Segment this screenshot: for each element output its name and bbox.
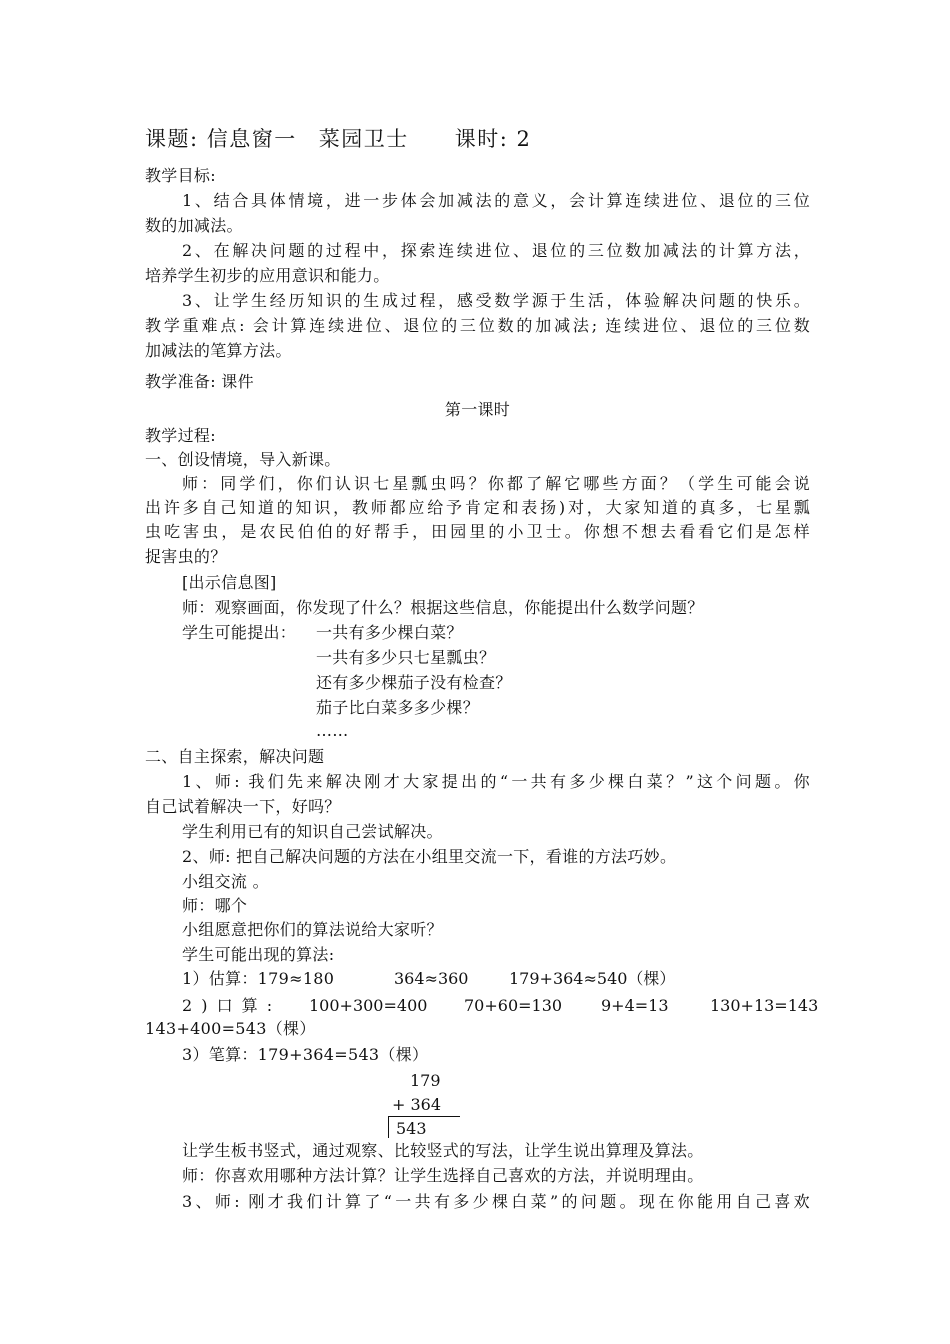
mental-label: 2 ) 口 算 :	[182, 996, 275, 1015]
part1-teacher-line-1: 师：同学们，你们认识七星瓢虫吗？你都了解它哪些方面？（学生可能会说	[182, 474, 810, 493]
question-ellipsis: ……	[316, 721, 349, 740]
key-points-line-1: 教学重难点: 会计算连续进位、退位的三位数的加减法; 连续进位、退位的三位数	[145, 316, 810, 335]
written-top-number: 179	[410, 1071, 441, 1090]
mental-b: 70+60=130	[464, 996, 563, 1015]
group-share: 小组愿意把你们的算法说给大家听？	[182, 920, 443, 939]
step2: 2、师: 把自己解决问题的方法在小组里交流一下，看谁的方法巧妙。	[182, 847, 677, 866]
objective-2-line-2: 培养学生初步的应用意识和能力。	[145, 266, 390, 285]
period-label: 课时: 2	[454, 127, 532, 151]
mental-c: 9+4=13	[601, 996, 669, 1015]
sum-bar	[388, 1116, 389, 1138]
teacher-prefer: 师：你喜欢用哪种方法计算？让学生选择自己喜欢的方法，并说明理由。	[182, 1166, 704, 1185]
written-plus-number: + 364	[392, 1095, 442, 1114]
show-info-note: [出示信息图]	[182, 573, 277, 592]
objective-1-line-1: 1、结合具体情境，进一步体会加减法的意义，会计算连续进位、退位的三位	[182, 191, 810, 210]
mental-cont: 143+400=543（棵）	[145, 1019, 316, 1038]
estimate-a: 364≈360	[394, 969, 469, 988]
group-exchange: 小组交流 。	[182, 872, 269, 891]
written-label: 3）笔算：179+364=543（棵）	[182, 1045, 429, 1064]
step1-line-1: 1、师: 我们先来解决刚才大家提出的“一共有多少棵白菜？”这个问题。你	[182, 772, 810, 791]
part2-heading: 二、自主探索，解决问题	[145, 747, 325, 766]
step1-line-2: 自己试着解决一下，好吗？	[145, 797, 341, 816]
estimate-label: 1）估算：179≈180	[182, 969, 335, 988]
part1-teacher-line-2: 出许多自己知道的知识，教师都应给予肯定和表扬)对，大家知道的真多，七星瓢	[145, 498, 810, 517]
part1-heading: 一、创设情境，导入新课。	[145, 450, 341, 469]
objectives-heading: 教学目标:	[145, 166, 216, 185]
objective-1-line-2: 数的加减法。	[145, 216, 243, 235]
step3: 3、师: 刚才我们计算了“一共有多少棵白菜”的问题。现在你能用自己喜欢	[182, 1192, 810, 1211]
question-item: 还有多少棵茄子没有检查？	[316, 673, 512, 692]
lesson-name: 菜园卫士	[318, 127, 409, 151]
teacher-which: 师：哪个	[182, 896, 248, 915]
mental-a: 100+300=400	[309, 996, 428, 1015]
process-heading: 教学过程:	[145, 426, 216, 445]
lesson-label: 课题: 信息窗一	[145, 127, 297, 151]
objective-2-line-1: 2、在解决问题的过程中，探索连续进位、退位的三位数加减法的计算方法，	[182, 241, 810, 260]
preparation: 教学准备: 课件	[145, 372, 254, 391]
students-methods: 学生可能出现的算法:	[182, 945, 335, 964]
estimate-b: 179+364≈540（棵）	[509, 969, 676, 988]
mental-d: 130+13=143	[710, 996, 819, 1015]
lesson-title	[145, 127, 810, 151]
part1-teacher-line-3: 虫吃害虫，是农民伯伯的好帮手，田园里的小卫士。你想不想去看看它们是怎样	[145, 522, 810, 541]
students-label: 学生可能提出：	[182, 623, 297, 642]
board-note: 让学生板书竖式，通过观察、比较竖式的写法，让学生说出算理及算法。	[182, 1141, 704, 1160]
key-points-line-2: 加减法的笔算方法。	[145, 341, 292, 360]
objective-3: 3、让学生经历知识的生成过程，感受数学源于生活，体验解决问题的快乐。	[182, 291, 810, 310]
question-item: 茄子比白菜多多少棵？	[316, 698, 480, 717]
question-item: 一共有多少只七星瓢虫？	[316, 648, 496, 667]
teacher-observe: 师：观察画面，你发现了什么？根据这些信息，你能提出什么数学问题？	[182, 598, 704, 617]
step1-students: 学生利用已有的知识自己尝试解决。	[182, 822, 443, 841]
question-item: 一共有多少棵白菜？	[316, 623, 463, 642]
written-result: 543	[396, 1119, 427, 1138]
part1-teacher-line-4: 捉害虫的？	[145, 547, 227, 566]
period-heading: 第一课时	[444, 400, 511, 419]
